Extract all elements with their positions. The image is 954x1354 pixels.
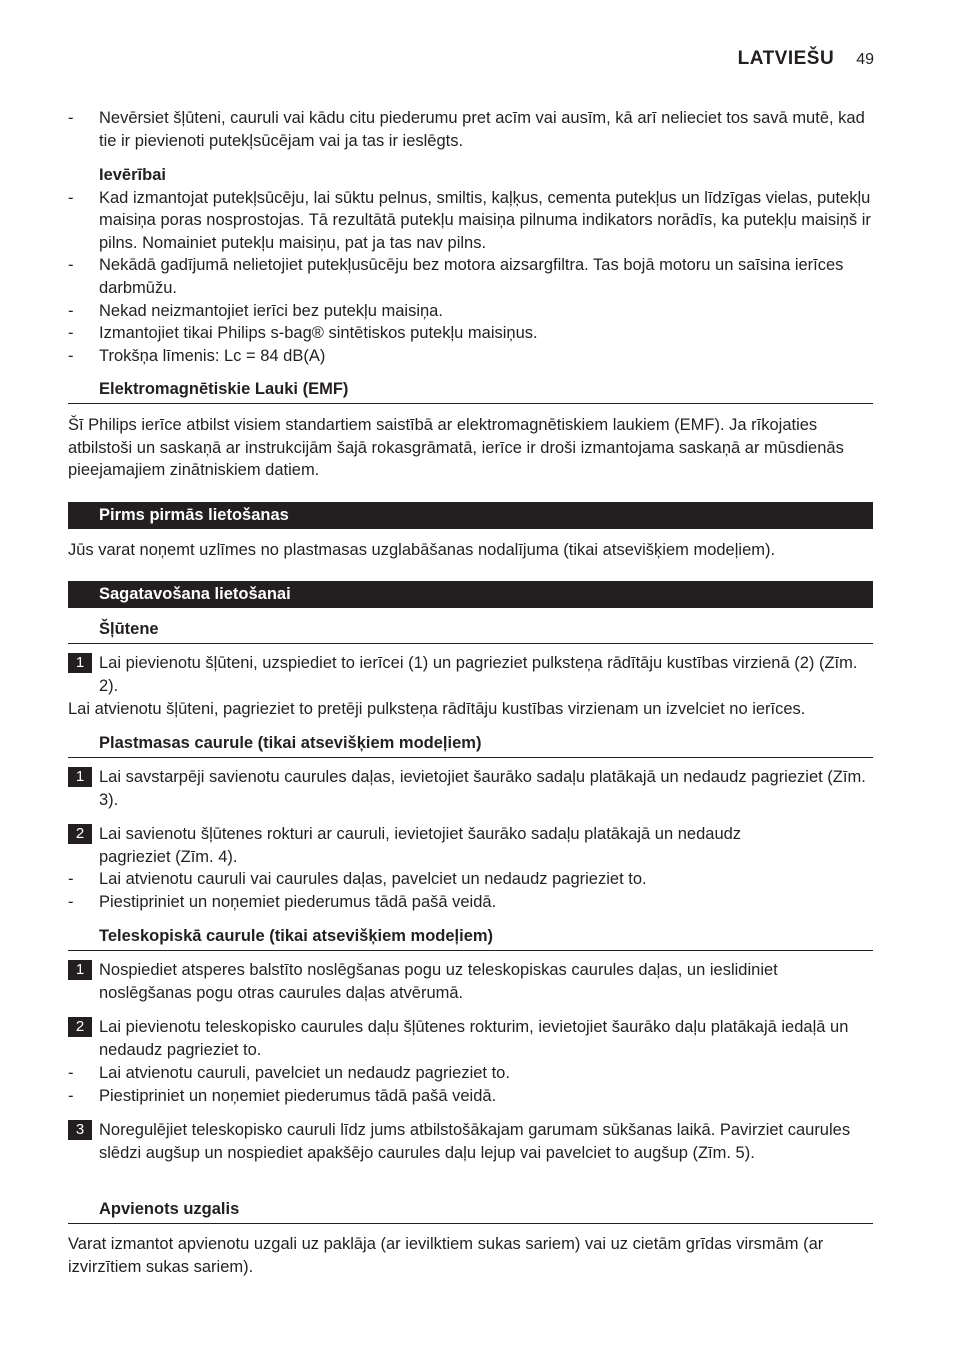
list-item [68, 1062, 874, 1085]
hose-step-1 [68, 652, 874, 697]
step-number: 1 [68, 767, 92, 787]
list-item-text: Kad izmantojat putekļsūcēju, lai sūktu pelnus, smiltis, kaļķus, cementa putekļus un līdzīgas vielas, putekļu maisiņa poras nosprostojas. Tā rezultātā putekļu maisiņa pilnuma indikators norādīs, ka putekļu maisiņš ir pilns. Nomainiet putekļu maisiņu, pat ja tas nav pilns. [99, 188, 871, 252]
emf-heading: Elektromagnētiskie Lauki (EMF) [68, 378, 873, 404]
telescopic-tube-step-2 [68, 1016, 874, 1061]
bullet-dash: - [68, 256, 74, 275]
step-text: Noregulējiet teleskopisko cauruli līdz jums atbilstošākajam garumam sūkšanas laikā. Pavirziet caurules slēdzi augšup un nospiediet apakšējo caurules daļu lejup vai pavelciet to augšup (Zīm. 5). [99, 1121, 851, 1162]
step-text: Nospiediet atsperes balstīto noslēgšanas pogu uz teleskopiskas caurules daļas, un ieslidiniet noslēgšanas pogu otras caurules daļas atvērumā. [99, 961, 778, 1002]
step-number: 1 [68, 653, 92, 673]
bullet-dash: - [68, 346, 74, 365]
step-number: 1 [68, 960, 92, 980]
list-item [68, 107, 874, 152]
bullet-dash: - [68, 870, 74, 888]
list-item [68, 300, 874, 323]
caution-label: Ievērībai [99, 166, 166, 184]
list-item-text: Lai atvienotu cauruli vai caurules daļas, pavelciet un nedaudz pagrieziet to. [99, 870, 647, 888]
list-item [68, 868, 874, 891]
language-label: LATVIEŠU [737, 48, 835, 69]
list-item [68, 1085, 874, 1108]
step-number: 2 [68, 1017, 92, 1037]
list-item [68, 187, 874, 255]
step-text: Lai pievienotu teleskopisko caurules daļu šļūtenes rokturim, ievietojiet šaurāko daļu platākajā iedaļā un nedaudz pagrieziet to. [99, 1018, 849, 1059]
list-item [68, 322, 874, 345]
bullet-dash: - [68, 301, 74, 320]
step-number: 2 [68, 824, 92, 844]
bullet-dash: - [68, 1064, 74, 1082]
step-text: Lai savstarpēji savienotu caurules daļas, ievietojiet šaurāko sadaļu platākajā un nedaudz pagrieziet (Zīm. 3). [99, 768, 866, 809]
bullet-dash: - [68, 892, 74, 911]
plastic-tube-step-1 [68, 766, 874, 811]
list-item [68, 345, 874, 368]
telescopic-tube-heading: Teleskopiskā caurule (tikai atsevišķiem modeļiem) [68, 925, 873, 951]
plastic-tube-step-2 [68, 823, 768, 868]
before-first-use-heading: Pirms pirmās lietošanas [68, 502, 873, 529]
bullet-dash: - [68, 324, 74, 343]
hose-note: Lai atvienotu šļūteni, pagrieziet to pretēji pulksteņa rādītāju kustības virzienam un izvelciet no ierīces. [68, 700, 806, 718]
list-item-text: Nevērsiet šļūteni, cauruli vai kādu citu piederumu pret acīm vai ausīm, kā arī nelieciet tos savā mutē, kad tie ir pievienoti putekļsūcējam vai ja tas ir ieslēgts. [99, 109, 865, 150]
emf-text: Šī Philips ierīce atbilst visiem standartiem saistībā ar elektromagnētiskiem laukiem (EMF). Ja rīkojaties atbilstoši un saskaņā ar instrukcijām šajā rokasgrāmatā, ierīce ir droši izmantojama saskaņā ar mūsdienās pieejamajiem zinātniskiem datiem. [68, 416, 844, 480]
intro-bullets [68, 107, 874, 152]
list-item-text: Piestipriniet un noņemiet piederumus tādā pašā veidā. [99, 892, 497, 911]
telescopic-tube-step-3 [68, 1119, 874, 1164]
list-item-text: Lai atvienotu cauruli, pavelciet un nedaudz pagrieziet to. [99, 1064, 510, 1082]
bullet-dash: - [68, 109, 74, 127]
list-item-text: Trokšņa līmenis: Lc = 84 dB(A) [99, 346, 326, 365]
plastic-tube-bullets [68, 868, 874, 913]
list-item [68, 891, 874, 914]
step-text: Lai pievienotu šļūteni, uzspiediet to ierīcei (1) un pagrieziet pulksteņa rādītāju kustības virzienā (2) (Zīm. 2). [99, 654, 858, 695]
list-item-text: Izmantojiet tikai Philips s-bag® sintētiskos putekļu maisiņus. [99, 324, 538, 343]
bullet-dash: - [68, 1086, 74, 1105]
hose-heading: Šļūtene [68, 618, 873, 644]
page-number: 49 [856, 51, 874, 68]
step-number: 3 [68, 1120, 92, 1140]
combined-nozzle-heading: Apvienots uzgalis [68, 1198, 873, 1224]
list-item-text: Nekad neizmantojiet ierīci bez putekļu maisiņa. [99, 301, 443, 320]
list-item [68, 254, 874, 299]
telescopic-tube-bullets [68, 1062, 874, 1107]
preparing-heading: Sagatavošana lietošanai [68, 581, 873, 608]
telescopic-tube-step-1 [68, 959, 874, 1004]
caution-section [68, 164, 874, 367]
list-item-text: Nekādā gadījumā nelietojiet putekļusūcēju bez motora aizsargfiltra. Tas bojā motoru un saīsina ierīces darbmūžu. [99, 256, 844, 297]
bullet-dash: - [68, 188, 74, 207]
before-first-use-text: Jūs varat noņemt uzlīmes no plastmasas uzglabāšanas nodalījuma (tikai atsevišķiem modeļiem). [68, 541, 776, 559]
step-text: Lai savienotu šļūtenes rokturi ar cauruli, ievietojiet šaurāko sadaļu platākajā un nedaudz pagrieziet (Zīm. 4). [99, 825, 742, 866]
plastic-tube-heading: Plastmasas caurule (tikai atsevišķiem modeļiem) [68, 732, 873, 758]
combined-nozzle-text: Varat izmantot apvienotu uzgali uz paklāja (ar ievilktiem sukas sariem) vai uz cietām grīdas virsmām (ar izvirzītiem sukas sariem). [68, 1235, 824, 1276]
page-header [738, 48, 874, 70]
list-item-text: Piestipriniet un noņemiet piederumus tādā pašā veidā. [99, 1086, 497, 1105]
